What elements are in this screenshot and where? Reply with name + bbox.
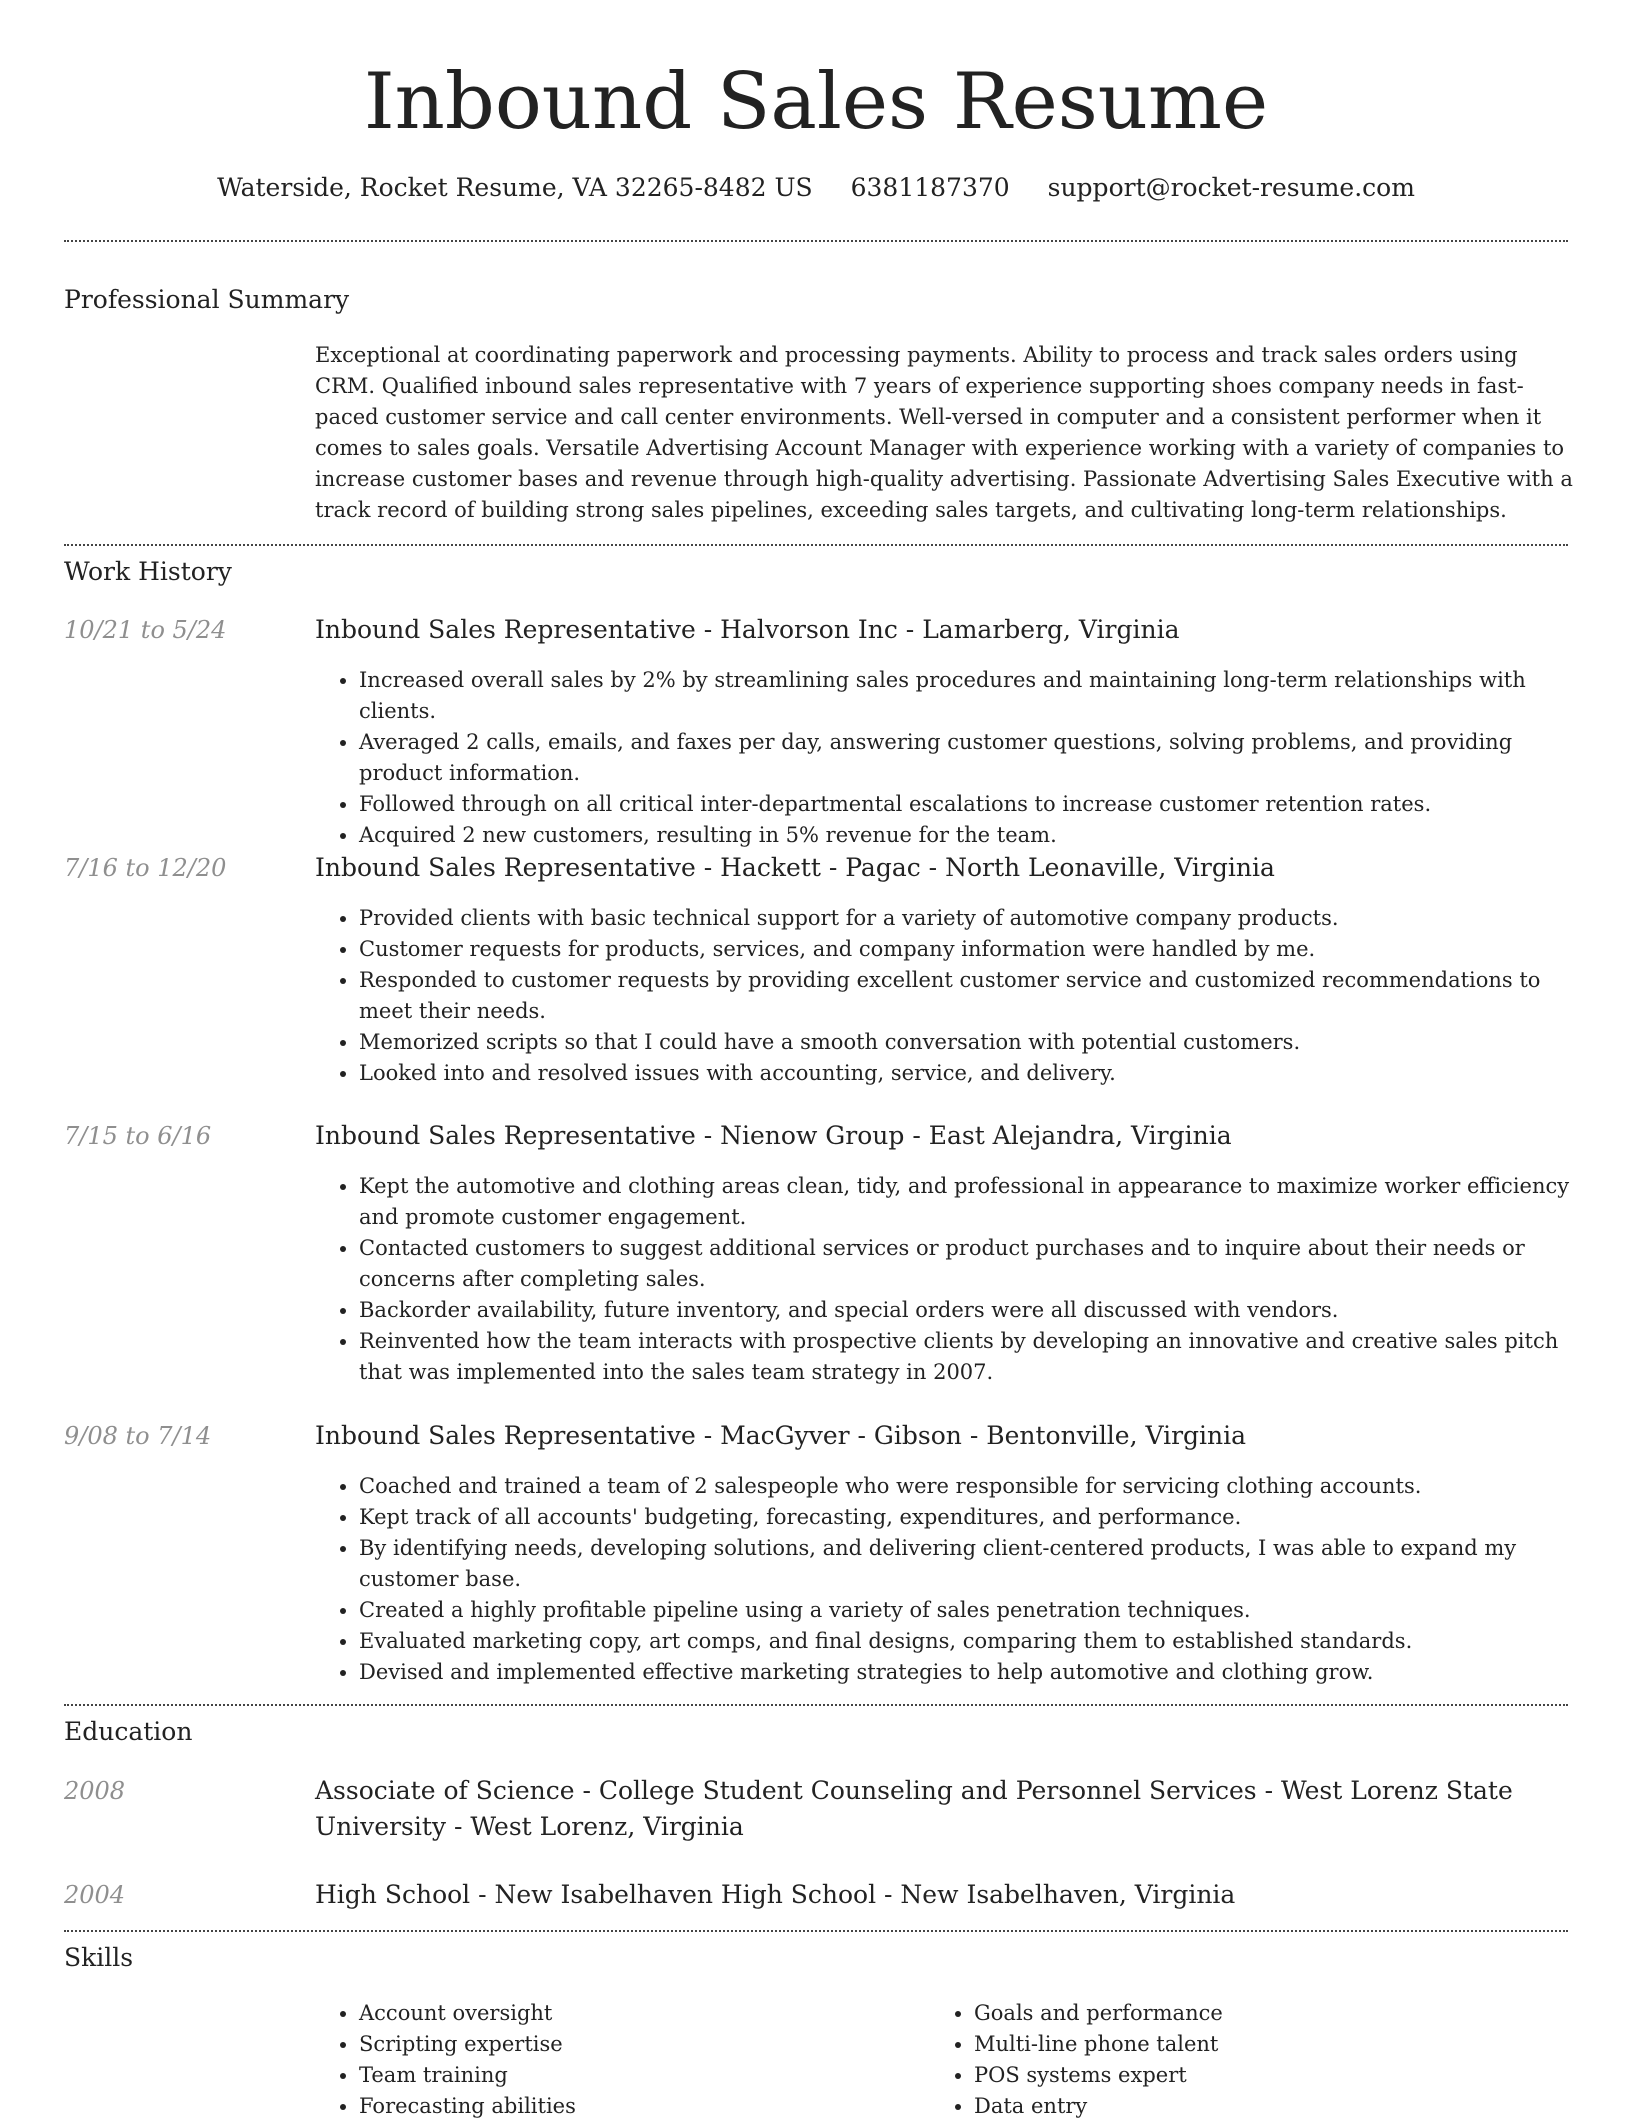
- divider: [64, 544, 1568, 546]
- list-item: • Goals and performance: [974, 1998, 1530, 2029]
- job-heading: Inbound Sales Representative - Nienow Group - East Alejandra, Virginia: [315, 1121, 1232, 1150]
- job-heading: Inbound Sales Representative - MacGyver - Gibson - Bentonville, Virginia: [315, 1421, 1247, 1450]
- job-bullets: [315, 903, 1575, 1089]
- list-item: • Contacted customers to suggest additional services or product purchases and to inquire about their needs or concerns after completing sales.: [359, 1233, 1575, 1295]
- education-heading: High School - New Isabelhaven High School - New Isabelhaven, Virginia: [315, 1880, 1236, 1909]
- job-bullets: [315, 665, 1575, 851]
- education-heading: Associate of Science - College Student Counseling and Personnel Services - West Lorenz State University - West Lorenz, Virginia: [315, 1776, 1513, 1841]
- job-dates: 10/21 to 5/24: [64, 616, 227, 644]
- job-bullets: [315, 1171, 1575, 1388]
- list-item: • Account oversight: [359, 1998, 915, 2029]
- list-item: • Team training: [359, 2060, 915, 2091]
- contact-line: [0, 170, 1632, 206]
- contact-email: support@rocket-resume.com: [1047, 173, 1415, 202]
- list-item: • Averaged 2 calls, emails, and faxes per day, answering customer questions, solving problems, and providing product information.: [359, 727, 1575, 789]
- list-item: • POS systems expert: [974, 2060, 1530, 2091]
- divider: [64, 1704, 1568, 1706]
- contact-phone: 6381187370: [850, 173, 1010, 202]
- list-item: • Evaluated marketing copy, art comps, and final designs, comparing them to established standards.: [359, 1626, 1575, 1657]
- list-item: • Created a highly profitable pipeline using a variety of sales penetration techniques.: [359, 1595, 1575, 1626]
- section-title-summary: Professional Summary: [64, 285, 350, 314]
- job-heading: Inbound Sales Representative - Hackett - Pagac - North Leonaville, Virginia: [315, 853, 1275, 882]
- summary-text: Exceptional at coordinating paperwork and processing payments. Ability to process and track sales orders using CRM. Qualified inbound sales representative with 7 years of experience supporting shoes company needs in fast-paced customer service and call center environments. Well-versed in computer and a consistent performer when it comes to sales goals. Versatile Advertising Account Manager with experience working with a variety of companies to increase customer bases and revenue through high-quality advertising. Passionate Advertising Sales Executive with a track record of building strong sales pipelines, exceeding sales targets, and cultivating long-term relationships.: [315, 343, 1573, 522]
- job-dates: 9/08 to 7/14: [64, 1422, 212, 1450]
- list-item: • Kept track of all accounts' budgeting, forecasting, expenditures, and performance.: [359, 1502, 1575, 1533]
- section-title-skills: Skills: [64, 1943, 134, 1972]
- contact-address: Waterside, Rocket Resume, VA 32265-8482 US: [217, 173, 813, 202]
- education-year: 2004: [64, 1881, 126, 1909]
- resume-name: Inbound Sales Resume: [363, 57, 1269, 147]
- list-item: • Multi-line phone talent: [974, 2029, 1530, 2060]
- list-item: • Looked into and resolved issues with accounting, service, and delivery.: [359, 1058, 1575, 1089]
- list-item: • Acquired 2 new customers, resulting in 5% revenue for the team.: [359, 820, 1575, 851]
- list-item: • By identifying needs, developing solutions, and delivering client-centered products, I was able to expand my customer base.: [359, 1533, 1575, 1595]
- skills-list-right: [930, 1998, 1530, 2122]
- section-title-work: Work History: [64, 557, 232, 586]
- list-item: • Devised and implemented effective marketing strategies to help automotive and clothing grow.: [359, 1657, 1575, 1688]
- list-item: • Customer requests for products, services, and company information were handled by me.: [359, 934, 1575, 965]
- job-heading: Inbound Sales Representative - Halvorson Inc - Lamarberg, Virginia: [315, 615, 1180, 644]
- list-item: • Coached and trained a team of 2 salespeople who were responsible for servicing clothing accounts.: [359, 1471, 1575, 1502]
- job-bullets: [315, 1471, 1575, 1688]
- list-item: • Increased overall sales by 2% by streamlining sales procedures and maintaining long-term relationships with clients.: [359, 665, 1575, 727]
- job-dates: 7/15 to 6/16: [64, 1122, 212, 1150]
- list-item: • Forecasting abilities: [359, 2091, 915, 2122]
- list-item: • Reinvented how the team interacts with prospective clients by developing an innovative and creative sales pitch that was implemented into the sales team strategy in 2007.: [359, 1326, 1575, 1388]
- section-title-education: Education: [64, 1717, 193, 1746]
- list-item: • Kept the automotive and clothing areas clean, tidy, and professional in appearance to maximize worker efficiency and promote customer engagement.: [359, 1171, 1575, 1233]
- list-item: • Followed through on all critical inter-departmental escalations to increase customer retention rates.: [359, 789, 1575, 820]
- list-item: • Responded to customer requests by providing excellent customer service and customized recommendations to meet their needs.: [359, 965, 1575, 1027]
- divider: [64, 240, 1568, 242]
- divider: [64, 1930, 1568, 1932]
- job-dates: 7/16 to 12/20: [64, 854, 227, 882]
- list-item: • Memorized scripts so that I could have a smooth conversation with potential customers.: [359, 1027, 1575, 1058]
- skills-list-left: [315, 1998, 915, 2122]
- list-item: • Scripting expertise: [359, 2029, 915, 2060]
- list-item: • Provided clients with basic technical support for a variety of automotive company products.: [359, 903, 1575, 934]
- education-year: 2008: [64, 1777, 126, 1805]
- list-item: • Backorder availability, future inventory, and special orders were all discussed with vendors.: [359, 1295, 1575, 1326]
- list-item: • Data entry: [974, 2091, 1530, 2122]
